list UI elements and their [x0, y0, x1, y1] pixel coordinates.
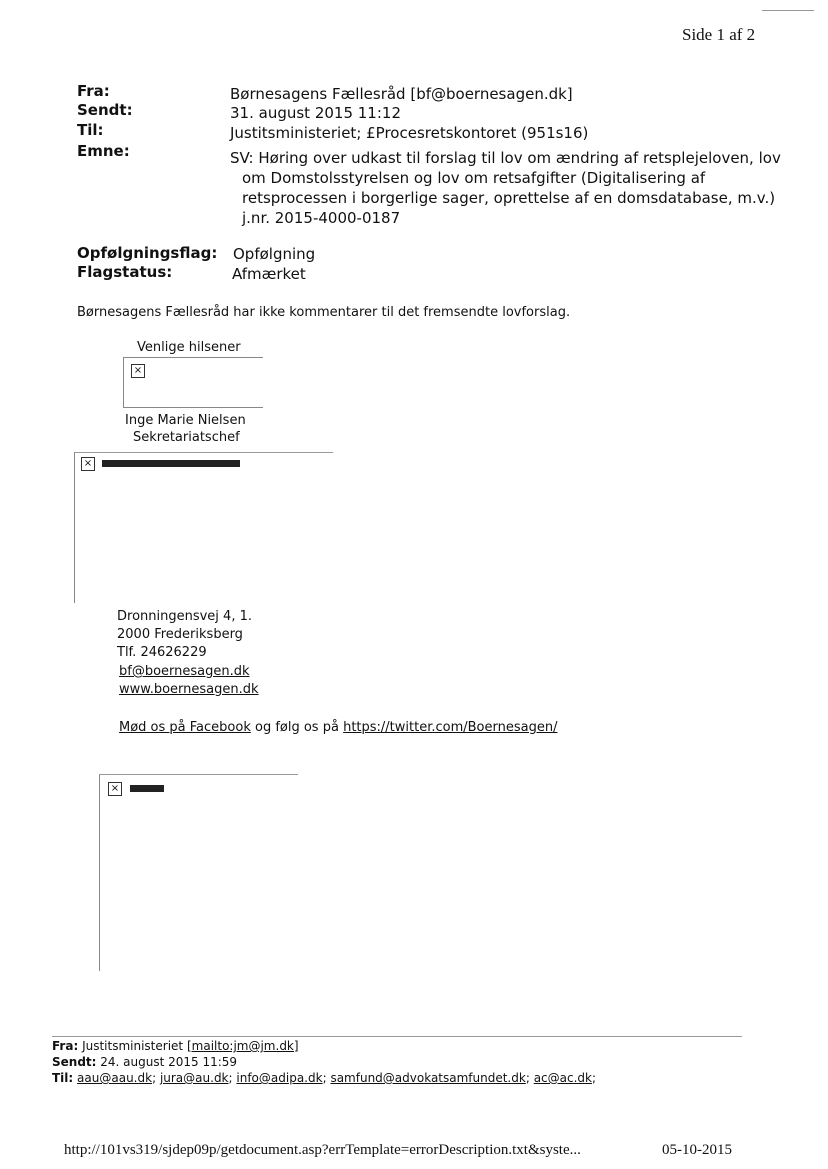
signature-image-top-border [123, 357, 263, 358]
recipient-link[interactable]: info@adipa.dk [236, 1071, 323, 1085]
social-connector: og følg os på [250, 720, 344, 735]
footer-date: 05-10-2015 [662, 1142, 732, 1158]
message-body: Børnesagens Fællesråd har ikke kommentarer til det fremsendte lovforslag. [77, 305, 571, 320]
facebook-link[interactable]: Mød os på Facebook [119, 720, 251, 735]
page-number: Side 1 af 2 [682, 25, 756, 44]
image-caption-redacted [130, 785, 164, 792]
sent-label: Sendt: [77, 101, 133, 119]
signature-image-bottom-border [123, 407, 263, 408]
sent-value: 31. august 2015 11:12 [230, 104, 401, 122]
recipient-link[interactable]: samfund@advokatsamfundet.dk [330, 1071, 526, 1085]
from-label: Fra: [77, 82, 110, 100]
to-label: Til: [77, 121, 104, 139]
subject-label: Emne: [77, 142, 130, 160]
logo-image-placeholder-2 [99, 774, 298, 971]
signature-name: Inge Marie Nielsen [125, 413, 246, 428]
broken-image-icon: × [108, 782, 122, 796]
forwarded-from-label: Fra: [52, 1039, 79, 1053]
to-value: Justitsministeriet; £Procesretskontoret (951s16) [230, 124, 589, 142]
recipient-link[interactable]: ac@ac.dk [533, 1071, 592, 1085]
forwarded-sent [52, 1055, 237, 1069]
address-line-2: 2000 Frederiksberg [117, 627, 243, 642]
forwarded-sent-value: 24. august 2015 11:59 [100, 1055, 238, 1069]
broken-image-icon: × [81, 457, 95, 471]
forwarded-mailto-link[interactable]: [mailto:jm@jm.dk] [186, 1039, 299, 1053]
social-line [119, 720, 557, 735]
signature-title: Sekretariatschef [133, 430, 240, 445]
image-caption-redacted [102, 460, 240, 467]
subject-value: SV: Høring over udkast til forslag til lov om ændring af retsplejeloven, lov om Domstolsstyrelsen og lov om retsafgifter (Digitalisering af retsprocessen i borgerlige sager, oprettelse af en domsdatabase, m.v.) j.nr. 2015-4000-0187 [230, 149, 781, 227]
forwarded-from-value: Justitsministeriet [82, 1039, 184, 1053]
signature-closing: Venlige hilsener [137, 340, 241, 355]
signature-image-left-border [123, 357, 124, 407]
recipient-link[interactable]: jura@au.dk [159, 1071, 229, 1085]
phone: Tlf. 24626229 [117, 645, 207, 660]
flag-status-value: Afmærket [232, 265, 306, 283]
broken-image-icon: × [131, 364, 145, 378]
recipient-link[interactable]: aau@aau.dk [77, 1071, 153, 1085]
website-link[interactable]: www.boernesagen.dk [119, 682, 259, 697]
logo-image-placeholder [74, 452, 333, 603]
address-line-1: Dronningensvej 4, 1. [117, 609, 252, 624]
footer-url: http://101vs319/sjdep09p/getdocument.asp?errTemplate=errorDescription.txt&syste... [64, 1142, 581, 1158]
forwarded-from [52, 1039, 299, 1053]
top-rule [762, 10, 814, 11]
twitter-link[interactable]: https://twitter.com/Boernesagen/ [343, 720, 558, 735]
from-value: Børnesagens Fællesråd [bf@boernesagen.dk] [230, 85, 573, 103]
followup-flag-label: Opfølgningsflag: [77, 244, 218, 262]
followup-flag-value: Opfølgning [233, 245, 316, 263]
forwarded-sent-label: Sendt: [52, 1055, 97, 1069]
forwarded-divider [52, 1036, 742, 1037]
forwarded-to-label: Til: [52, 1071, 74, 1085]
email-link[interactable]: bf@boernesagen.dk [119, 664, 250, 679]
flag-status-label: Flagstatus: [77, 263, 173, 281]
forwarded-to: Til: aau@aau.dk; jura@au.dk; info@adipa.dk; samfund@advokatsamfundet.dk; ac@ac.dk; [52, 1071, 597, 1085]
